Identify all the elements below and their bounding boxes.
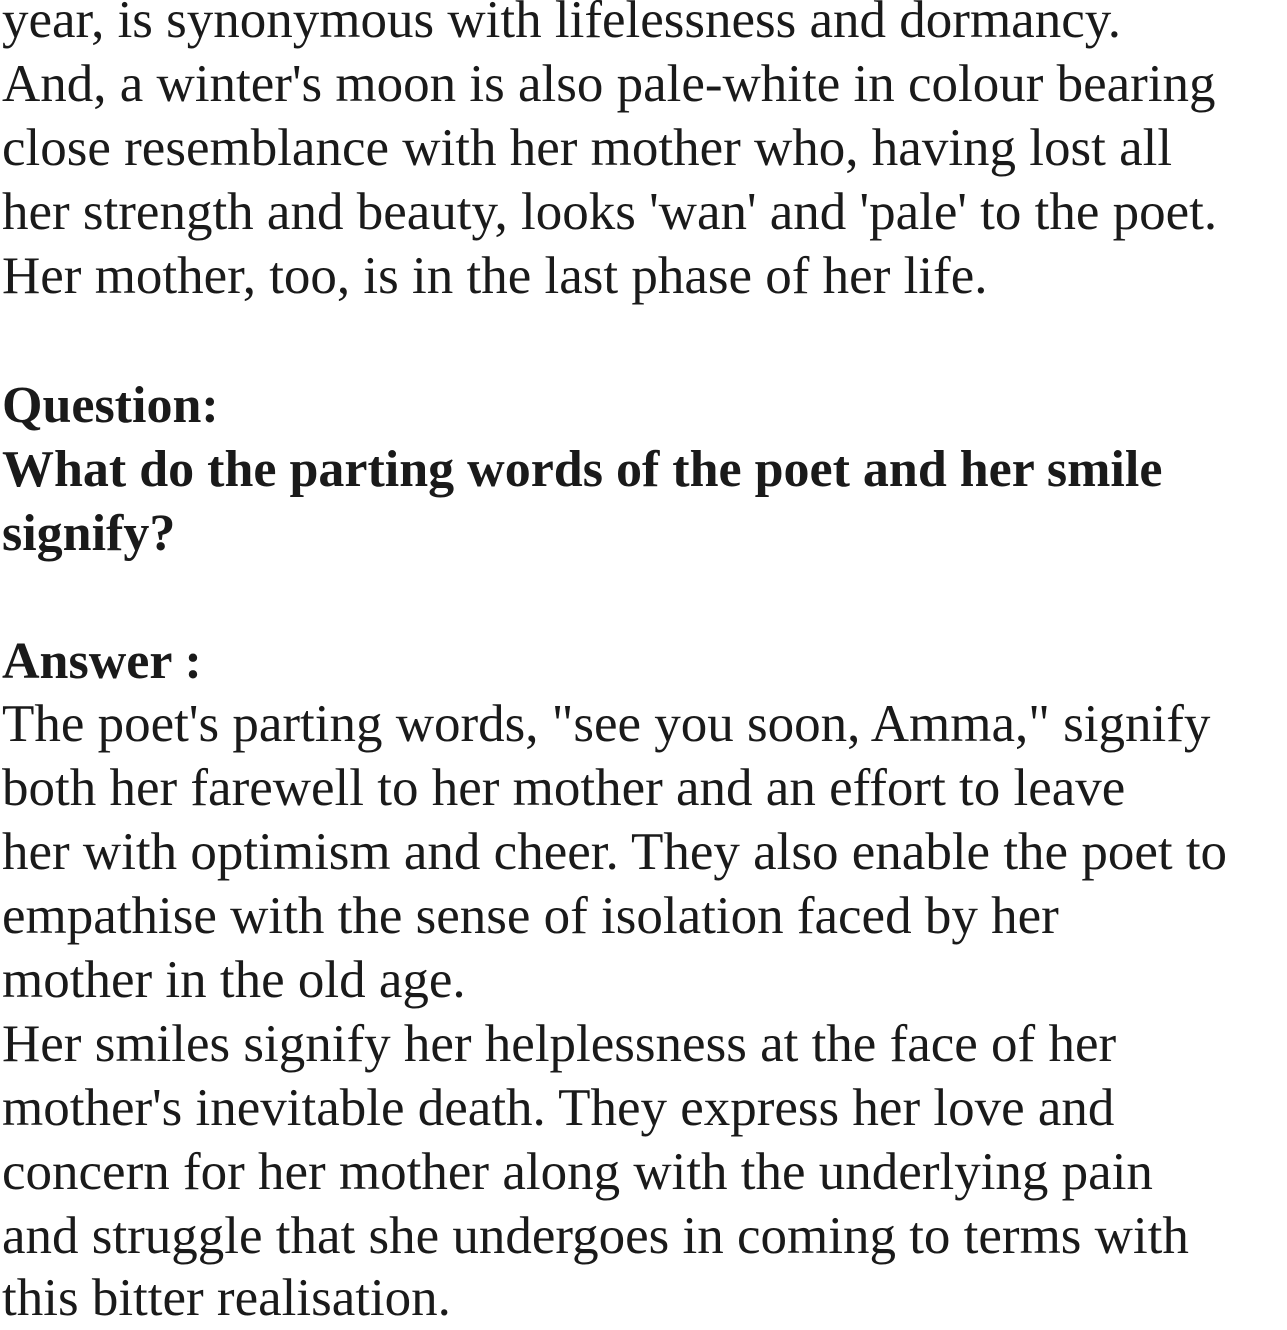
answer-text-line: mother in the old age. (2, 951, 466, 1009)
question-heading: Question: (2, 377, 219, 434)
answer-text-line: her with optimism and cheer. They also enable the poet to (2, 823, 1228, 881)
answer-text-line: this bitter realisation. (2, 1269, 451, 1327)
question-text-line: What do the parting words of the poet and her smile (2, 441, 1163, 498)
intro-line: her strength and beauty, looks 'wan' and 'pale' to the poet. (2, 183, 1218, 241)
answer-text-line: and struggle that she undergoes in coming to terms with (2, 1207, 1189, 1265)
answer-text-line: both her farewell to her mother and an effort to leave (2, 759, 1126, 817)
answer-text-line: concern for her mother along with the underlying pain (2, 1143, 1153, 1201)
answer-text-line: Her smiles signify her helplessness at the face of her (2, 1015, 1117, 1073)
answer-text-line: empathise with the sense of isolation faced by her (2, 887, 1059, 945)
intro-line: And, a winter's moon is also pale-white in colour bearing (2, 55, 1216, 113)
intro-line: Her mother, too, is in the last phase of her life. (2, 247, 988, 305)
intro-line: year, is synonymous with lifelessness and dormancy. (2, 0, 1122, 49)
intro-line: close resemblance with her mother who, having lost all (2, 119, 1173, 177)
answer-heading: Answer : (2, 633, 202, 690)
question-text-line: signify? (2, 505, 176, 562)
answer-text-line: The poet's parting words, "see you soon, Amma," signify (2, 695, 1211, 753)
answer-text-line: mother's inevitable death. They express her love and (2, 1079, 1115, 1137)
